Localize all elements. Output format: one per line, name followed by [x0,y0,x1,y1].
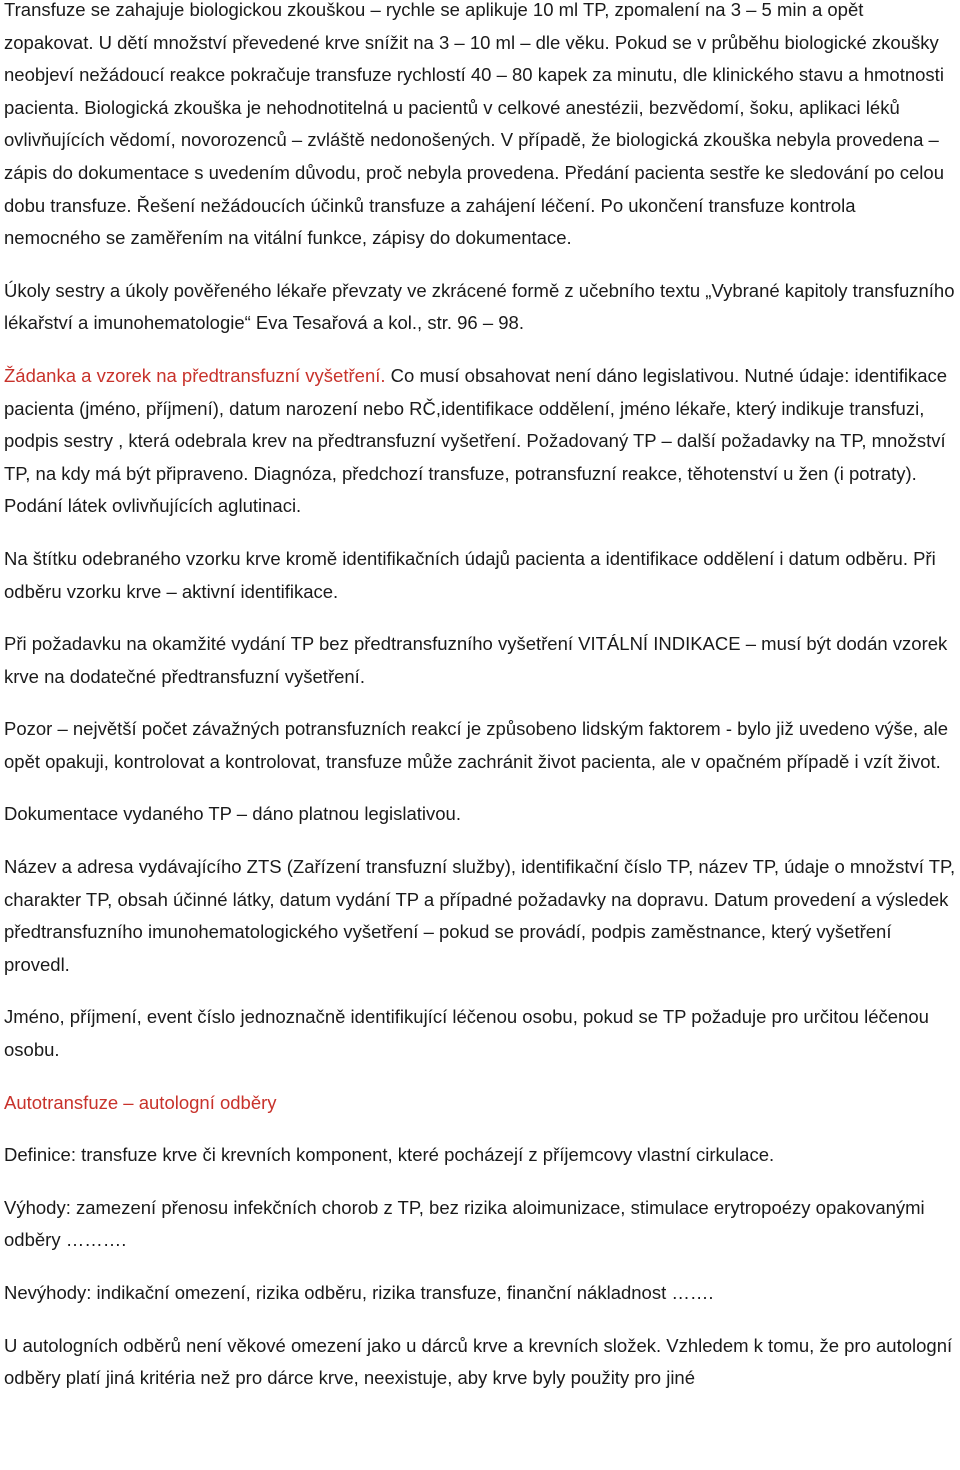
paragraph-biologic-test: Transfuze se zahajuje biologickou zkouškou – rychle se aplikuje 10 ml TP, zpomalení na 3 – 5 min a opět zopakovat. U dětí množství převedené krve snížit na 3 – 10 ml – dle věku. Pokud se v průběhu biologické zkoušky neobjeví nežádoucí reakce pokračuje transfuze rychlostí 40 – 80 kapek za minutu, dle klinického stavu a hmotnosti pacienta. Biologická zkouška je nehodnotitelná u pacientů v celkové anestézii, bezvědomí, šoku, aplikaci léků ovlivňujících vědomí, novorozenců – zvláště nedonošených. V případě, že biologická zkouška nebyla provedena – zápis do dokumentace s uvedením důvodu, proč nebyla provedena. Předání pacienta sestře ke sledování po celou dobu transfuze. Řešení nežádoucích účinků transfuze a zahájení léčení. Po ukončení transfuze kontrola nemocného se zaměřením na vitální funkce, zápisy do dokumentace. [4,0,944,249]
paragraph-definition: Definice: transfuze krve či krevních komponent, které pocházejí z příjemcovy vlastní cirkulace. [4,1144,775,1166]
request-form-heading: Žádanka a vzorek na předtransfuzní vyšetření. [4,364,386,386]
paragraph-age-limit: U autologních odběrů není věkové omezení jako u dárců krve a krevních složek. Vzhledem k tomu, že pro autologní odběry platí jiná kritéria než pro dárce krve, neexistuje, aby krve byly použity pro jiné [4,1334,953,1389]
paragraph-source-note: Úkoly sestry a úkoly pověřeného lékaře převzaty ve zkrácené formě z učebního textu „Vybrané kapitoly transfuzního lékařství a imunohematologie“ Eva Tesařová a kol., str. 96 – 98. [4,279,955,334]
paragraph-vital-indication: Při požadavku na okamžité vydání TP bez předtransfuzního vyšetření VITÁLNÍ INDIKACE – musí být dodán vzorek krve na dodatečné předtransfuzní vyšetření. [4,633,948,687]
request-form-body: Co musí obsahovat není dáno legislativou. Nutné údaje: identifikace pacienta (jméno, příjmení), datum narození nebo RČ,identifikace oddělení, jméno lékaře, který indikuje transfuzi, podpis sestry , která odebrala krev na předtransfuzní vyšetření. Požadovaný TP – další požadavky na TP, množství TP, na kdy má být připraveno. Diagnóza, předchozí transfuze, potransfuzní reakce, těhotenství u žen (i potraty). Podání látek ovlivňujících aglutinaci. [4,364,948,517]
paragraph-request-form [4,360,956,523]
section-heading-autotransfusion: Autotransfuze – autologní odběry [4,1091,277,1113]
paragraph-advantages: Výhody: zamezení přenosu infekčních chorob z TP, bez rizika aloimunizace, stimulace erytropoézy opakovanými odběry ………. [4,1196,925,1251]
paragraph-documentation: Dokumentace vydaného TP – dáno platnou legislativou. [4,803,461,825]
paragraph-sample-label: Na štítku odebraného vzorku krve kromě identifikačních údajů pacienta a identifikace oddělení i datum odběru. Při odběru vzorku krve – aktivní identifikace. [4,547,936,602]
paragraph-patient-identification: Jméno, příjmení, event číslo jednoznačně identifikující léčenou osobu, pokud se TP požaduje pro určitou léčenou osobu. [4,1006,929,1061]
paragraph-disadvantages: Nevýhody: indikační omezení, rizika odběru, rizika transfuze, finanční nákladnost ……. [4,1282,714,1303]
paragraph-warning: Pozor – největší počet závažných potransfuzních reakcí je způsobeno lidským faktorem - bylo již uvedeno výše, ale opět opakuji, kontrolovat a kontrolovat, transfuze může zachránit život pacienta, ale v opačném případě i vzít život. [4,718,948,772]
paragraph-issuer-details: Název a adresa vydávajícího ZTS (Zařízení transfuzní služby), identifikační číslo TP, název TP, údaje o množství TP, charakter TP, obsah účinné látky, datum vydání TP a případné požadavky na dopravu. Datum provedení a výsledek předtransfuzního imunohematologického vyšetření – pokud se provádí, podpis zaměstnance, který vyšetření provedl. [4,856,956,975]
